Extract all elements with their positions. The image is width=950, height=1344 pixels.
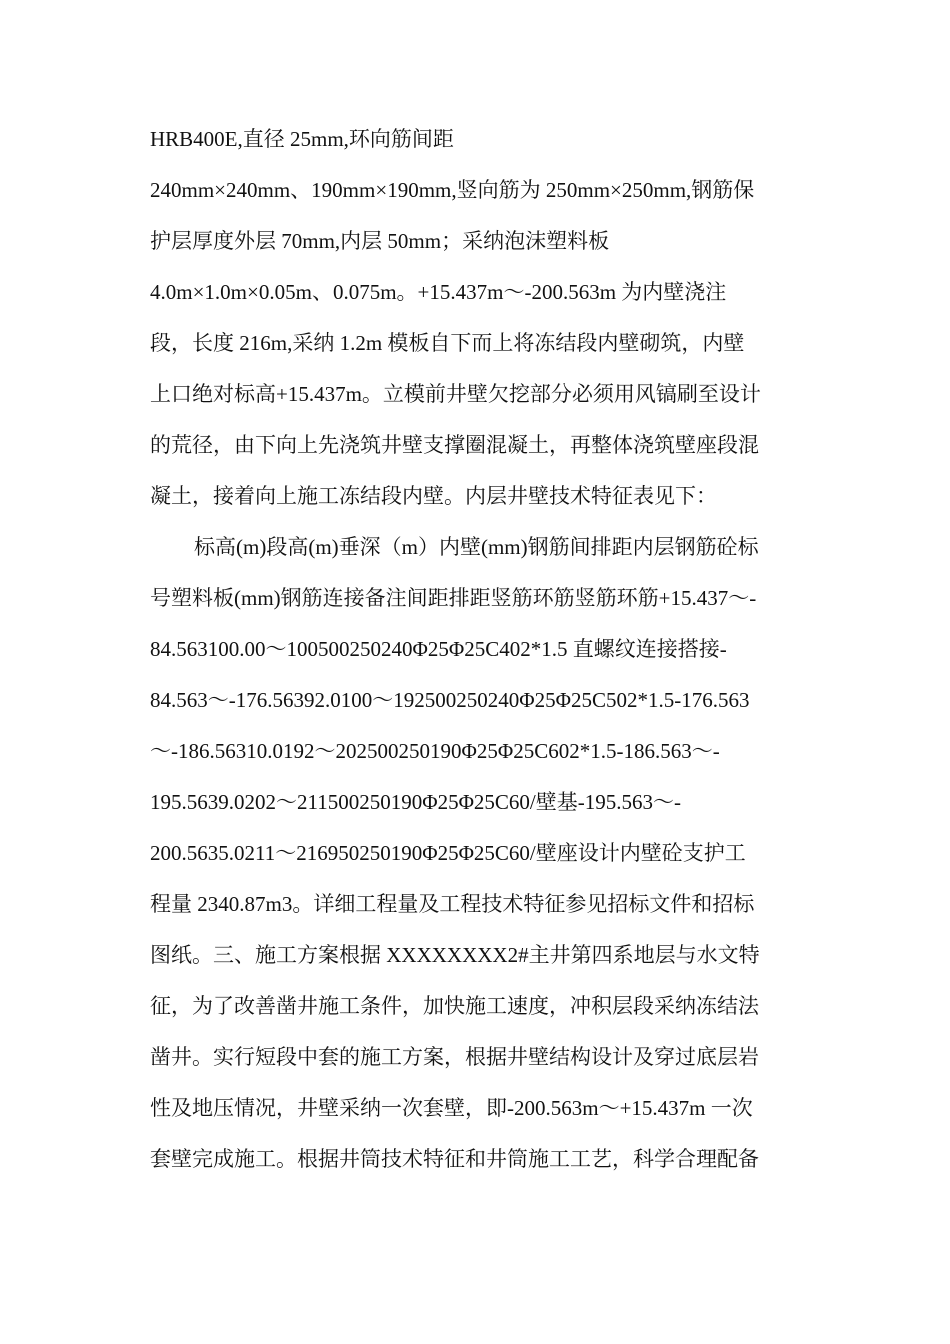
text-line: 征，为了改善凿井施工条件，加快施工速度，冲积层段采纳冻结法 bbox=[150, 994, 759, 1018]
text-line: 凝土，接着向上施工冻结段内壁。内层井壁技术特征表见下： bbox=[150, 484, 717, 508]
text-line: 套壁完成施工。根据井筒技术特征和井筒施工工艺，科学合理配备 bbox=[150, 1147, 759, 1171]
text-line: 段，长度 216m,采纳 1.2m 模板自下而上将冻结段内壁砌筑，内壁 bbox=[150, 331, 745, 355]
text-line: 性及地压情况，井壁采纳一次套壁，即-200.563m～+15.437m 一次 bbox=[150, 1096, 753, 1120]
body-text bbox=[150, 114, 810, 1185]
text-line: 护层厚度外层 70mm,内层 50mm；采纳泡沫塑料板 bbox=[150, 229, 610, 253]
text-line: 凿井。实行短段中套的施工方案，根据井壁结构设计及穿过底层岩 bbox=[150, 1045, 759, 1069]
text-line: 84.563～-176.56392.0100～192500250240Φ25Φ25C502*1.5-176.563 bbox=[150, 688, 750, 712]
text-line: 84.563100.00～100500250240Φ25Φ25C402*1.5 直螺纹连接搭接- bbox=[150, 637, 727, 661]
text-line: 200.5635.0211～216950250190Φ25Φ25C60/壁座设计内壁砼支护工 bbox=[150, 841, 746, 865]
text-line: ～-186.56310.0192～202500250190Φ25Φ25C602*1.5-186.563～- bbox=[150, 739, 720, 763]
text-line: HRB400E,直径 25mm,环向筋间距 bbox=[150, 127, 454, 151]
text-line: 195.5639.0202～211500250190Φ25Φ25C60/壁基-195.563～- bbox=[150, 790, 681, 814]
text-line: 程量 2340.87m3。详细工程量及工程技术特征参见招标文件和招标 bbox=[150, 892, 755, 916]
text-line: 图纸。三、施工方案根据 XXXXXXXX2#主井第四系地层与水文特 bbox=[150, 943, 760, 967]
text-line: 240mm×240mm、190mm×190mm,竖向筋为 250mm×250mm,钢筋保 bbox=[150, 178, 755, 202]
text-line: 号塑料板(mm)钢筋连接备注间距排距竖筋环筋竖筋环筋+15.437～- bbox=[150, 586, 757, 610]
text-line: 上口绝对标高+15.437m。立模前井壁欠挖部分必须用风镐刷至设计 bbox=[150, 382, 761, 406]
text-line-indented: 标高(m)段高(m)垂深（m）内壁(mm)钢筋间排距内层钢筋砼标 bbox=[194, 535, 759, 559]
text-line: 的荒径，由下向上先浇筑井壁支撑圈混凝土，再整体浇筑壁座段混 bbox=[150, 433, 759, 457]
text-line: 4.0m×1.0m×0.05m、0.075m。+15.437m～-200.563m 为内壁浇注 bbox=[150, 280, 727, 304]
